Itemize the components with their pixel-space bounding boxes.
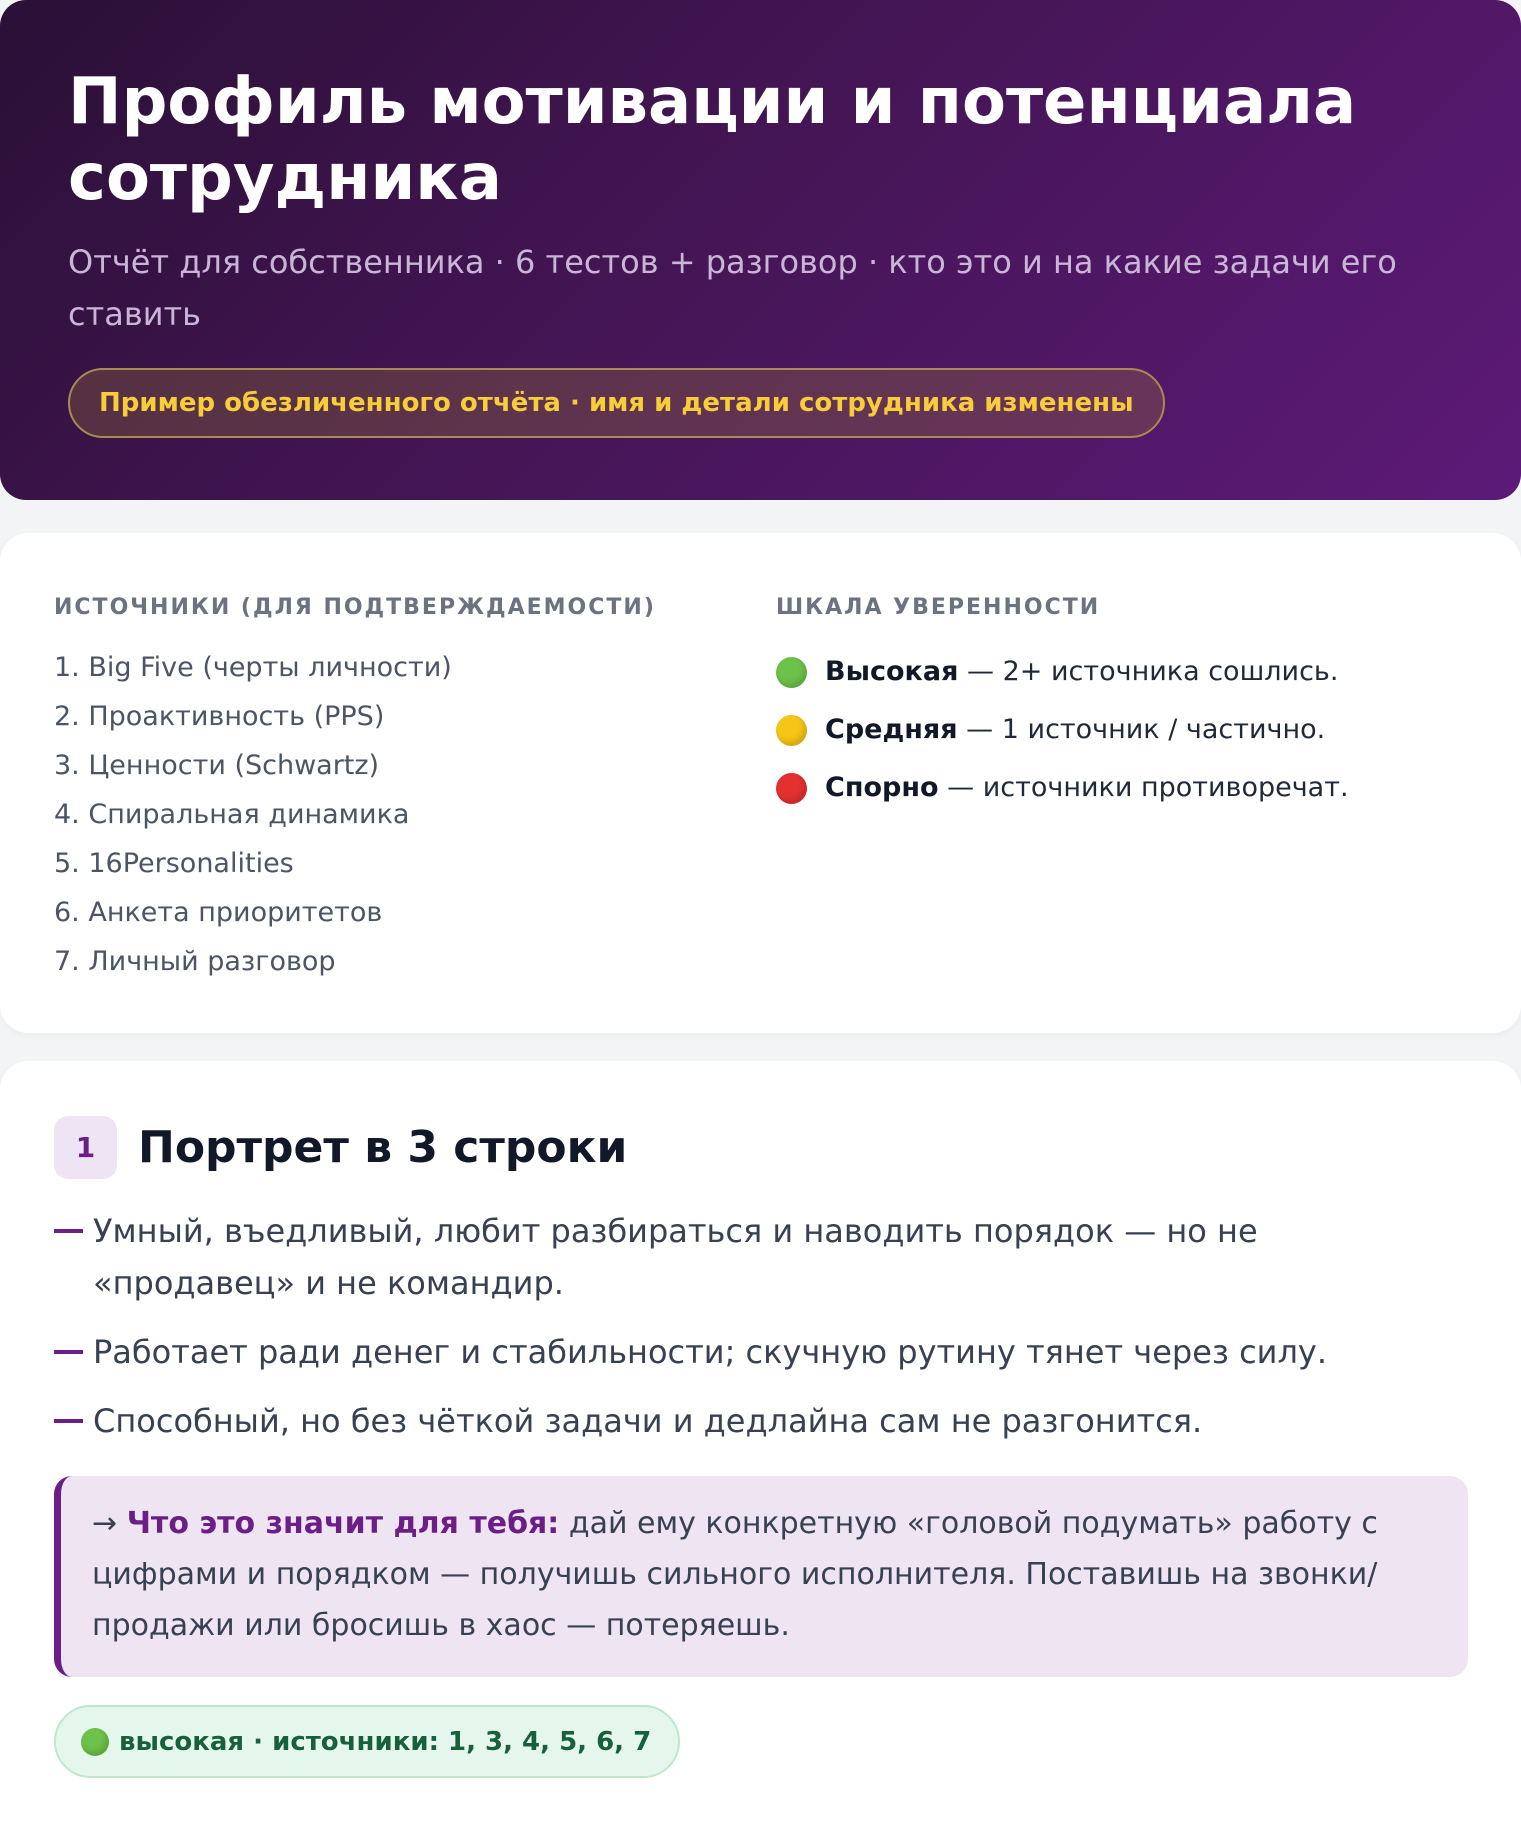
callout-lead: Что это значит для тебя: [126, 1506, 560, 1541]
source-item: 5. 16Personalities [54, 848, 294, 879]
section-title: Портрет в 3 строки [138, 1122, 628, 1173]
callout-text: дай ему конкретную «головой подумать» работу с цифрами и порядком — получишь сильного исполнителя. Поставишь на звонки/продажи или бросишь в хаос — потеряешь. [92, 1506, 1378, 1643]
section-number-badge: 1 [54, 1116, 117, 1179]
green-circle-icon [81, 1728, 109, 1756]
portrait-section [0, 1061, 1521, 1830]
portrait-point-text: Способный, но без чёткой задачи и дедлайна сам не разгонится. [93, 1402, 1203, 1440]
confidence-level-high [776, 643, 1349, 701]
confidence-level-desc: — 1 источник / частично. [957, 714, 1326, 745]
portrait-points [54, 1205, 1464, 1464]
confidence-level-disputed [776, 759, 1349, 817]
confidence-level-desc: — 2+ источника сошлись. [958, 656, 1339, 687]
portrait-point-text: Умный, въедливый, любит разбираться и наводить порядок — но не «продавец» и не командир. [93, 1212, 1258, 1302]
confidence-badge [54, 1705, 680, 1778]
source-item: 4. Спиральная динамика [54, 799, 410, 830]
takeaway-callout [54, 1476, 1468, 1677]
sources-card [0, 533, 1521, 1033]
dash-marker-icon [54, 1229, 83, 1233]
portrait-point-text: Работает ради денег и стабильности; скучную рутину тянет через силу. [93, 1333, 1328, 1371]
dash-marker-icon [54, 1419, 83, 1423]
source-item: 1. Big Five (черты личности) [54, 652, 452, 683]
dash-marker-icon [54, 1350, 83, 1354]
confidence-level-name: Высокая [825, 656, 959, 687]
portrait-point [54, 1326, 1464, 1378]
portrait-point [54, 1395, 1464, 1447]
confidence-level-desc: — источники противоречат. [938, 772, 1349, 803]
confidence-scale-list [776, 643, 1349, 817]
source-item: 3. Ценности (Schwartz) [54, 750, 380, 781]
confidence-badge-text: высокая · источники: 1, 3, 4, 5, 6, 7 [119, 1726, 652, 1757]
sources-list [54, 643, 452, 986]
page-title: Профиль мотивации и потенциала сотрудника [68, 65, 1357, 215]
yellow-circle-icon [776, 715, 807, 746]
sources-heading: ИСТОЧНИКИ (ДЛЯ ПОДТВЕРЖДАЕМОСТИ) [54, 595, 656, 620]
source-item: 7. Личный разговор [54, 946, 336, 977]
arrow-right-icon: → [92, 1506, 127, 1541]
confidence-level-name: Спорно [825, 772, 939, 803]
green-circle-icon [776, 657, 807, 688]
section-header [54, 1116, 627, 1179]
portrait-point [54, 1205, 1464, 1309]
page-subtitle: Отчёт для собственника · 6 тестов + разговор · кто это и на какие задачи его ставить [68, 243, 1397, 333]
report-header [0, 0, 1521, 500]
source-item: 6. Анкета приоритетов [54, 897, 383, 928]
confidence-scale-heading: ШКАЛА УВЕРЕННОСТИ [776, 595, 1101, 620]
red-circle-icon [776, 773, 807, 804]
confidence-level-name: Средняя [825, 714, 958, 745]
confidence-level-medium [776, 701, 1349, 759]
anonymized-badge: Пример обезличенного отчёта · имя и детали сотрудника изменены [68, 368, 1165, 438]
source-item: 2. Проактивность (PPS) [54, 701, 385, 732]
